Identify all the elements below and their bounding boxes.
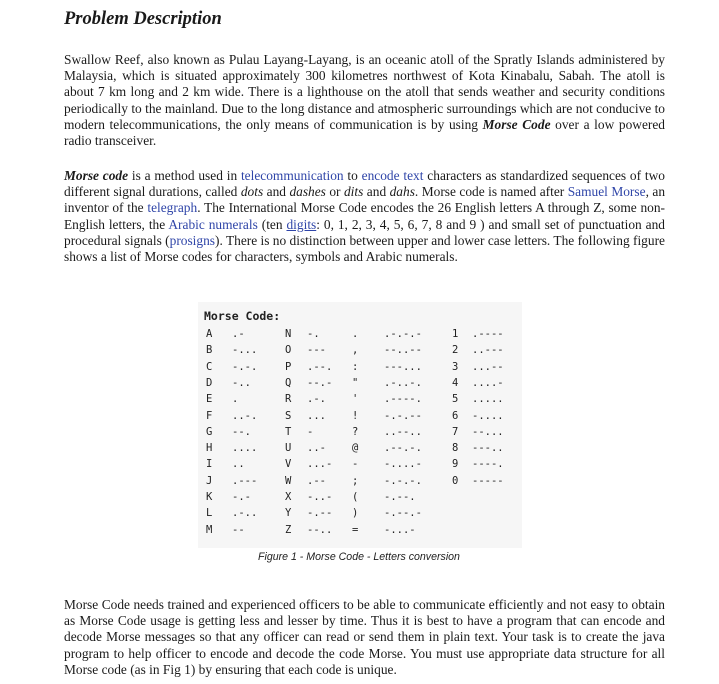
morse-char: U (285, 442, 292, 455)
morse-char: 9 (452, 458, 459, 471)
link-encode[interactable]: encode (361, 168, 400, 183)
morse-code: -.-- (307, 507, 333, 520)
section-heading: Problem Description (64, 9, 222, 29)
intro-text-b: over a low powered radio transceiver. (64, 116, 665, 149)
morse-code: ... (307, 409, 326, 422)
morse-char: ) (352, 507, 359, 520)
morse-char: Z (285, 523, 292, 536)
morse-char: N (285, 328, 292, 340)
morse-char: G (206, 425, 213, 438)
morse-char: . (352, 328, 359, 340)
morse-code: .--- (232, 474, 258, 487)
morse-code: . (232, 393, 239, 406)
morse-char: X (285, 491, 292, 503)
morse-char: 7 (452, 425, 459, 438)
morse-char: 0 (452, 474, 459, 487)
figure-header: Morse Code: (204, 309, 281, 323)
morse-char: , (352, 344, 359, 357)
morse-char: H (206, 442, 213, 455)
def-text: or (325, 184, 344, 200)
morse-code: .---- (472, 328, 504, 340)
morse-char: L (206, 507, 213, 520)
def-text: : 0, 1, 2, 3, 4, 5, 6, 7, 8 and 9 ) and small set of punctuation and procedural signals ( (64, 216, 665, 248)
def-text: characters as standardized sequences of two different signal durations, called (64, 168, 665, 200)
morse-char: J (206, 474, 213, 487)
morse-char: 8 (452, 442, 459, 455)
morse-code: ..--.. (384, 425, 422, 438)
morse-char: P (285, 360, 292, 373)
morse-char: 4 (452, 376, 459, 389)
italic-dits: dits (343, 184, 364, 200)
morse-code: .-.-.- (384, 328, 422, 340)
morse-code: --..-- (384, 344, 422, 357)
italic-dahs: dahs (389, 184, 415, 200)
morse-code: .-. (307, 393, 326, 406)
italic-dots: dots (240, 184, 264, 200)
paragraph-intro (64, 52, 665, 149)
morse-char: 3 (452, 360, 459, 373)
morse-code: -....- (384, 458, 422, 471)
morse-code: ..- (307, 442, 326, 455)
morse-code: ...- (307, 458, 333, 471)
morse-code: ..... (472, 393, 504, 406)
morse-code: .-.. (232, 507, 258, 520)
morse-char: T (285, 425, 292, 438)
morse-code: ..--- (472, 344, 504, 357)
morse-char: = (352, 523, 359, 536)
link-text[interactable]: text (403, 168, 424, 183)
def-text: (ten (257, 216, 287, 232)
morse-code: .- (232, 328, 245, 340)
morse-code: --.- (307, 376, 333, 389)
morse-code: ----. (472, 458, 504, 471)
morse-code: .----. (384, 393, 422, 406)
morse-code-table-figure (198, 302, 522, 548)
paragraph-task: Morse Code needs trained and experienced officers to be able to communicate efficiently and not easy to obtain as Morse Code usage is getting less and lesser by time. Thus it is best to have a program that can encode and decode Morse messages so that any officer can read or send them in plain text. Your task is to create the java program to help officer to encode and decode the code Morse. You must use appropriate data structure for all Morse code (as in Fig 1) by ensuring that each code is unique. (64, 597, 665, 677)
morse-code: .--.-. (384, 442, 422, 455)
morse-term: Morse code (64, 168, 129, 183)
morse-code: -.. (232, 376, 251, 389)
morse-char: 6 (452, 409, 459, 422)
morse-code: .-- (307, 474, 326, 487)
morse-code: -.-.-- (384, 409, 422, 422)
morse-char: : (352, 360, 359, 373)
morse-code: -... (232, 344, 258, 357)
intro-text-a: Swallow Reef, also known as Pulau Layang-Layang, is an oceanic atoll of the Spratly Islands administered by Malaysia, which is situated approximately 300 kilometres northwest of Kota Kinabalu, Sabah. The atoll is about 7 km long and 2 km wide. There is a lighthouse on the atoll that sends weather and security conditions periodically to the mainland. Due to the long distance and atmospheric surroundings which are not conducive to modern telecommunications, the only means of communication is by using (64, 52, 665, 132)
link-prosigns[interactable]: prosigns (169, 232, 216, 248)
morse-char: 2 (452, 344, 459, 357)
morse-char: Y (285, 507, 292, 520)
link-telegraph[interactable]: telegraph (147, 200, 198, 216)
morse-code: -.- (232, 491, 251, 503)
morse-code: -.... (472, 409, 504, 422)
italic-dashes: dashes (289, 184, 326, 200)
morse-code: --.. (307, 523, 333, 536)
morse-code: -.--.- (384, 507, 422, 520)
morse-char: 1 (452, 328, 459, 340)
morse-char: B (206, 344, 213, 357)
morse-code: -..- (307, 491, 333, 503)
morse-code: -- (232, 523, 245, 536)
def-text: is a method used in (128, 168, 241, 183)
intro-bold-term: Morse Code (482, 116, 551, 132)
morse-char: 5 (452, 393, 459, 406)
morse-char: @ (352, 442, 359, 455)
morse-code: --... (472, 425, 504, 438)
morse-char: E (206, 393, 213, 406)
morse-code: -...- (384, 523, 416, 536)
morse-code: .. (232, 458, 245, 471)
morse-char: " (352, 376, 359, 389)
morse-char: K (206, 491, 213, 503)
morse-char: ! (352, 409, 359, 422)
morse-char: W (285, 474, 292, 487)
morse-code: -.-.-. (384, 474, 422, 487)
morse-code: - (307, 425, 314, 438)
morse-char: ? (352, 425, 359, 438)
morse-char: - (352, 458, 359, 471)
def-text: to (343, 168, 362, 183)
morse-char: R (285, 393, 292, 406)
def-text: . The International Morse Code encodes the 26 English letters A through Z, some non-English letters, the (64, 200, 665, 232)
paragraph-morse-definition (64, 168, 665, 265)
def-text: and (363, 184, 390, 200)
morse-code: --. (232, 425, 251, 438)
def-text: and (263, 184, 290, 200)
morse-char: F (206, 409, 213, 422)
morse-code: -.-. (232, 360, 258, 373)
morse-char: I (206, 458, 213, 471)
link-telecommunication[interactable]: telecommunication (240, 168, 344, 183)
morse-char: C (206, 360, 213, 373)
morse-code: ---... (384, 360, 422, 373)
def-text: ). There is no distinction between upper and lower case letters. The following figure shows a list of Morse codes for characters, symbols and Arabic numerals. (64, 232, 665, 265)
morse-char: Q (285, 376, 292, 389)
morse-code: .--. (307, 360, 333, 373)
morse-code: .... (232, 442, 258, 455)
morse-char: D (206, 376, 213, 389)
morse-code: ----- (472, 474, 504, 487)
morse-char: A (206, 328, 213, 340)
morse-char: ( (352, 491, 359, 503)
def-text: . Morse code is named after (414, 184, 568, 200)
morse-code: ---.. (472, 442, 504, 455)
link-samuel-morse[interactable]: Samuel Morse (567, 184, 646, 200)
morse-code: --- (307, 344, 326, 357)
morse-code: -.--. (384, 491, 416, 503)
def-text: , an inventor of the (64, 184, 666, 216)
morse-code: ....- (472, 376, 504, 389)
morse-code: ...-- (472, 360, 504, 373)
figure-caption: Figure 1 - Morse Code - Letters conversion (258, 551, 460, 563)
morse-code: .-..-. (384, 376, 422, 389)
morse-char: M (206, 523, 213, 536)
morse-char: V (285, 458, 292, 471)
morse-char: ; (352, 474, 359, 487)
link-digits[interactable]: digits (286, 216, 317, 232)
morse-code: ..-. (232, 409, 258, 422)
morse-char: O (285, 344, 292, 357)
morse-char: S (285, 409, 292, 422)
morse-code: -. (307, 328, 320, 340)
morse-char: ' (352, 393, 359, 406)
link-arabic-numerals[interactable]: Arabic numerals (168, 216, 258, 232)
